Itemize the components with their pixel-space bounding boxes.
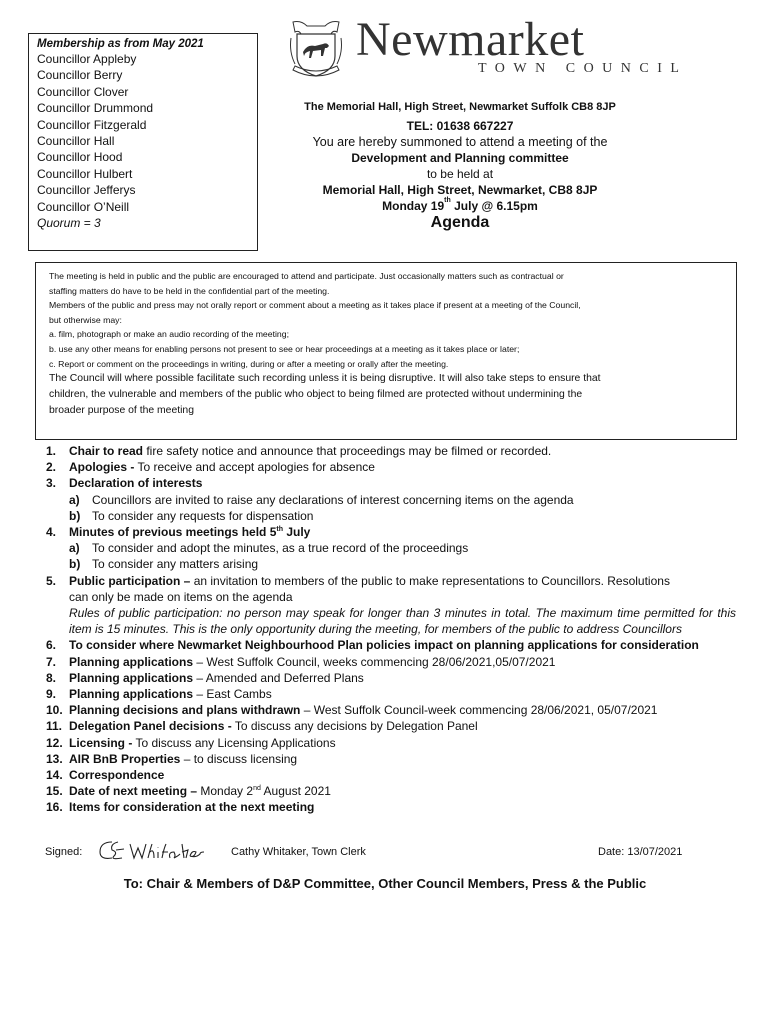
notice-line: broader purpose of the meeting bbox=[49, 404, 194, 416]
agenda-item: 10. Planning decisions and plans withdrawn – West Suffolk Council-week commencing 28/06/2021, 05/07/2021 bbox=[46, 703, 658, 718]
quorum: Quorum = 3 bbox=[37, 216, 101, 231]
document-date: Date: 13/07/2021 bbox=[598, 846, 683, 858]
councillor-item: Councillor Hood bbox=[37, 150, 123, 165]
agenda-subitem: b) To consider any matters arising bbox=[69, 557, 259, 572]
notice-line: b. use any other means for enabling persons not present to see or hear proceedings at a meeting as it takes place or later; bbox=[49, 343, 520, 354]
notice-line: children, the vulnerable and members of the public who object to being filmed are protected without undermining the bbox=[49, 388, 583, 400]
agenda-item: 16. Items for consideration at the next meeting bbox=[46, 800, 315, 815]
signature-image bbox=[96, 834, 208, 864]
committee-name: Development and Planning committee bbox=[351, 151, 569, 165]
agenda-item: 3. Declaration of interests bbox=[46, 476, 203, 491]
membership-title: Membership as from May 2021 bbox=[37, 38, 204, 50]
agenda-item-continuation: can only be made on items on the agenda bbox=[69, 589, 293, 604]
venue: Memorial Hall, High Street, Newmarket, CB8 8JP bbox=[322, 183, 598, 197]
agenda-item: 1. Chair to read fire safety notice and announce that proceedings may be filmed or recorded. bbox=[46, 444, 552, 458]
public-notice-box bbox=[35, 262, 737, 440]
agenda-item: 4. Minutes of previous meetings held 5th July bbox=[46, 525, 311, 540]
membership-box bbox=[28, 33, 258, 251]
councillor-item: Councillor O’Neill bbox=[37, 199, 130, 214]
signer-name: Cathy Whitaker, Town Clerk bbox=[231, 846, 366, 858]
held-at-text: to be held at bbox=[426, 167, 494, 181]
councillor-item: Councillor Hall bbox=[37, 134, 115, 149]
notice-line: a. film, photograph or make an audio recording of the meeting; bbox=[49, 329, 290, 340]
councillor-item: Councillor Appleby bbox=[37, 52, 137, 66]
recipients-line: To: Chair & Members of D&P Committee, Other Council Members, Press & the Public bbox=[123, 876, 647, 891]
agenda-item: 2. Apologies - To receive and accept apologies for absence bbox=[46, 460, 375, 475]
council-name: Newmarket bbox=[356, 13, 585, 66]
agenda-subitem: b) To consider any requests for dispensation bbox=[69, 508, 314, 523]
councillor-item: Councillor Berry bbox=[37, 68, 123, 83]
agenda-item: 14. Correspondence bbox=[46, 768, 165, 783]
councillor-item: Councillor Clover bbox=[37, 84, 129, 99]
agenda-list bbox=[46, 443, 736, 816]
agenda-item: 5. Public participation – an invitation to members of the public to make representations to Councillors. Resolutions bbox=[46, 573, 670, 588]
signed-label: Signed: bbox=[45, 846, 83, 858]
notice-line: staffing matters do have to be held in the confidential part of the meeting. bbox=[49, 285, 330, 296]
summons-text: You are hereby summoned to attend a meeting of the bbox=[312, 135, 608, 149]
councillor-item: Councillor Jefferys bbox=[37, 183, 136, 198]
councillor-item: Councillor Fitzgerald bbox=[37, 117, 147, 132]
notice-line: The meeting is held in public and the public are encouraged to attend and participate. Just occasionally matters such as contractual or bbox=[49, 271, 564, 281]
agenda-item: 7. Planning applications – West Suffolk Council, weeks commencing 28/06/2021,05/07/2021 bbox=[46, 654, 556, 669]
agenda-item: 15. Date of next meeting – Monday 2nd August 2021 bbox=[46, 784, 331, 799]
agenda-item: 12. Licensing - To discuss any Licensing Applications bbox=[46, 735, 336, 750]
agenda-item: 11. Delegation Panel decisions - To discuss any decisions by Delegation Panel bbox=[46, 719, 478, 734]
agenda-subitem: a) Councillors are invited to raise any declarations of interest concerning items on the agenda bbox=[69, 492, 574, 507]
agenda-item: 8. Planning applications – Amended and Deferred Plans bbox=[46, 670, 364, 685]
meeting-datetime: Monday 19th July @ 6.15pm bbox=[382, 197, 538, 213]
telephone: TEL: 01638 667227 bbox=[406, 119, 514, 133]
council-crest-icon bbox=[287, 18, 345, 80]
public-participation-rules: Rules of public participation: no person may speak for longer than 3 minutes in total. The maximum time permitted for this item is 15 minutes. This is the only opportunity during the meeting, for members of the public to address Councillors bbox=[69, 606, 736, 637]
notice-line: c. Report or comment on the proceedings in writing, during or after a meeting or orally after the meeting. bbox=[49, 358, 449, 369]
notice-line: but otherwise may: bbox=[49, 314, 122, 325]
address: The Memorial Hall, High Street, Newmarket Suffolk CB8 8JP bbox=[304, 101, 616, 113]
council-subtitle: TOWN COUNCIL bbox=[478, 61, 688, 76]
agenda-item: 6. To consider where Newmarket Neighbourhood Plan policies impact on planning applications for consideration bbox=[46, 638, 699, 653]
councillor-item: Councillor Hulbert bbox=[37, 166, 133, 181]
notice-line: Members of the public and press may not orally report or comment about a meeting as it takes place if present at a meeting of the Council, bbox=[49, 300, 581, 311]
agenda-item: 9. Planning applications – East Cambs bbox=[46, 687, 272, 702]
agenda-title: Agenda bbox=[430, 214, 490, 231]
notice-line: The Council will where possible facilitate such recording unless it is being disruptive. It will also take steps to ensure that bbox=[49, 373, 601, 385]
councillor-item: Councillor Drummond bbox=[37, 101, 154, 116]
agenda-subitem: a) To consider and adopt the minutes, as a true record of the proceedings bbox=[69, 541, 469, 556]
agenda-item: 13. AIR BnB Properties – to discuss licensing bbox=[46, 751, 298, 766]
